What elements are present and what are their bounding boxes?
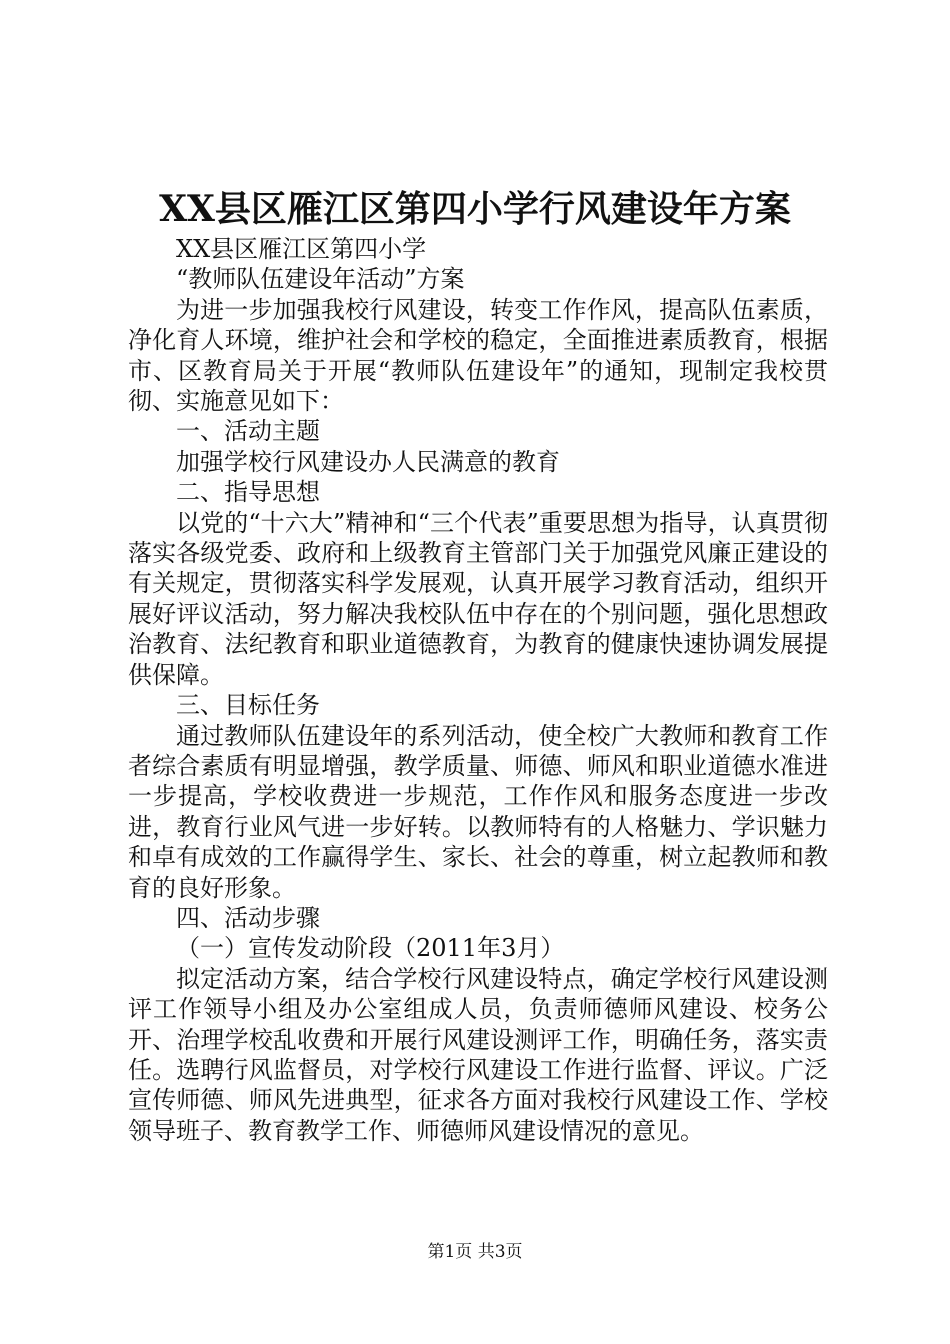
- section-heading-goals: 三、目标任务: [176, 691, 320, 720]
- paragraph-school-name: XX县区雁江区第四小学: [176, 235, 427, 263]
- section-heading-theme: 一、活动主题: [176, 417, 320, 446]
- section-heading-guiding-thought: 二、指导思想: [176, 478, 320, 507]
- paragraph-goals: 通过教师队伍建设年的系列活动，使全校广大教师和教育工作者综合素质有明显增强，教学质量、师德、师风和职业道德水准进一步提高，学校收费进一步规范，工作作风和服务态度进一步改进，教育行业风气进一步好转。以教师特有的人格魅力、学识魅力和卓有成效的工作赢得学生、家长、社会的尊重，树立起教师和教育的良好形象。: [128, 721, 828, 902]
- section-heading-steps: 四、活动步骤: [176, 903, 320, 932]
- page-footer: 第1页 共3页: [427, 1242, 523, 1262]
- document-body: [128, 234, 828, 1146]
- paragraph-theme: 加强学校行风建设办人民满意的教育: [176, 447, 560, 476]
- paragraph-intro: 为进一步加强我校行风建设，转变工作作风，提高队伍素质，净化育人环境，维护社会和学校的稳定，全面推进素质教育，根据市、区教育局关于开展“教师队伍建设年”的通知，现制定我校贯彻、实施意见如下：: [128, 295, 828, 416]
- subsection-heading-publicity: （一）宣传发动阶段（2011年3月）: [176, 934, 565, 963]
- paragraph-guiding-thought: 以党的“十六大”精神和“三个代表”重要思想为指导，认真贯彻落实各级党委、政府和上级教育主管部门关于加强党风廉正建设的有关规定，贯彻落实科学发展观，认真开展学习教育活动，组织开展好评议活动，努力解决我校队伍中存在的个别问题，强化思想政治教育、法纪教育和职业道德教育，为教育的健康快速协调发展提供保障。: [128, 508, 828, 689]
- paragraph-publicity: 拟定活动方案，结合学校行风建设特点，确定学校行风建设测评工作领导小组及办公室组成人员，负责师德师风建设、校务公开、治理学校乱收费和开展行风建设测评工作，明确任务，落实责任。选聘行风监督员，对学校行风建设工作进行监督、评议。广泛宣传师德、师风先进典型，征求各方面对我校行风建设工作、学校领导班子、教育教学工作、师德师风建设情况的意见。: [128, 964, 828, 1145]
- paragraph-plan-name: “教师队伍建设年活动”方案: [176, 265, 465, 294]
- document-title: XX县区雁江区第四小学行风建设年方案: [159, 188, 791, 230]
